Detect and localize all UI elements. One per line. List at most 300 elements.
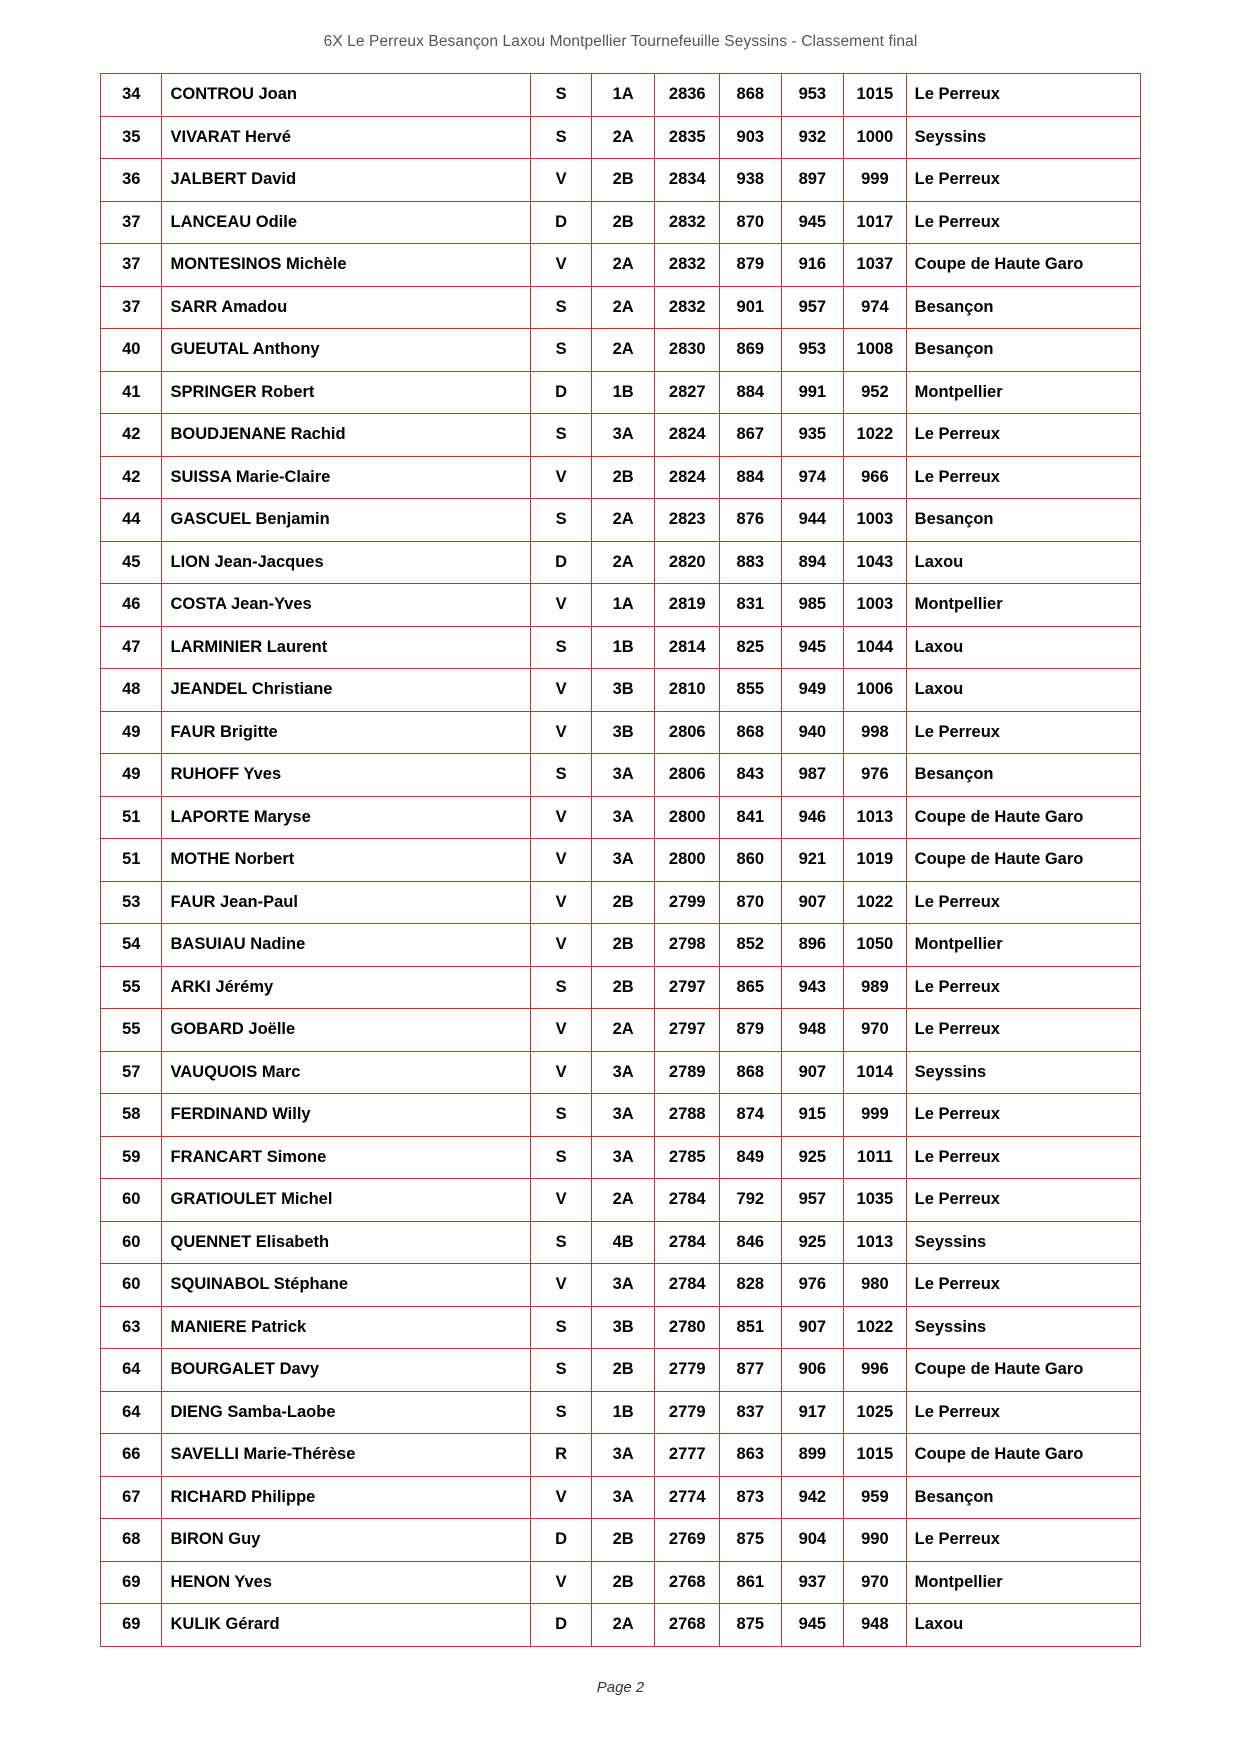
page-footer: Page 2 bbox=[596, 1679, 645, 1696]
cell-player-name: VIVARAT Hervé bbox=[162, 116, 531, 159]
cell-club: Laxou bbox=[906, 1604, 1140, 1647]
cell-total-score: 2785 bbox=[655, 1136, 720, 1179]
cell-game-1: 851 bbox=[720, 1306, 781, 1349]
cell-club: Coupe de Haute Garo bbox=[906, 796, 1140, 839]
cell-rank: 66 bbox=[101, 1434, 162, 1477]
cell-category: V bbox=[531, 159, 591, 202]
cell-game-3: 952 bbox=[844, 371, 907, 414]
cell-game-1: 868 bbox=[720, 711, 781, 754]
cell-club: Le Perreux bbox=[906, 201, 1140, 244]
cell-player-name: GUEUTAL Anthony bbox=[162, 329, 531, 372]
cell-category: D bbox=[531, 1519, 591, 1562]
cell-game-2: 945 bbox=[781, 626, 844, 669]
cell-game-2: 932 bbox=[781, 116, 844, 159]
cell-total-score: 2777 bbox=[655, 1434, 720, 1477]
cell-category: R bbox=[531, 1434, 591, 1477]
cell-game-1: 849 bbox=[720, 1136, 781, 1179]
cell-division: 3A bbox=[591, 1051, 655, 1094]
cell-club: Le Perreux bbox=[906, 1519, 1140, 1562]
cell-category: V bbox=[531, 456, 591, 499]
cell-game-2: 945 bbox=[781, 1604, 844, 1647]
cell-category: S bbox=[531, 1391, 591, 1434]
cell-game-2: 904 bbox=[781, 1519, 844, 1562]
cell-game-2: 957 bbox=[781, 1179, 844, 1222]
cell-rank: 41 bbox=[101, 371, 162, 414]
cell-game-3: 1022 bbox=[844, 414, 907, 457]
cell-category: V bbox=[531, 244, 591, 287]
cell-game-1: 884 bbox=[720, 371, 781, 414]
cell-total-score: 2769 bbox=[655, 1519, 720, 1562]
cell-total-score: 2797 bbox=[655, 966, 720, 1009]
cell-game-2: 987 bbox=[781, 754, 844, 797]
cell-game-1: 865 bbox=[720, 966, 781, 1009]
cell-player-name: SARR Amadou bbox=[162, 286, 531, 329]
cell-division: 4B bbox=[591, 1221, 655, 1264]
cell-rank: 60 bbox=[101, 1179, 162, 1222]
table-row bbox=[101, 1306, 1141, 1349]
table-row bbox=[101, 201, 1141, 244]
cell-total-score: 2820 bbox=[655, 541, 720, 584]
cell-category: D bbox=[531, 1604, 591, 1647]
cell-game-1: 875 bbox=[720, 1604, 781, 1647]
cell-category: D bbox=[531, 541, 591, 584]
cell-category: V bbox=[531, 839, 591, 882]
table-row bbox=[101, 159, 1141, 202]
cell-category: V bbox=[531, 1264, 591, 1307]
cell-game-3: 1000 bbox=[844, 116, 907, 159]
cell-total-score: 2824 bbox=[655, 456, 720, 499]
cell-total-score: 2819 bbox=[655, 584, 720, 627]
cell-category: S bbox=[531, 1094, 591, 1137]
cell-club: Besançon bbox=[906, 286, 1140, 329]
cell-rank: 59 bbox=[101, 1136, 162, 1179]
cell-game-2: 953 bbox=[781, 74, 844, 117]
cell-total-score: 2832 bbox=[655, 286, 720, 329]
table-row bbox=[101, 1264, 1141, 1307]
cell-division: 3A bbox=[591, 1094, 655, 1137]
cell-category: V bbox=[531, 1009, 591, 1052]
cell-rank: 60 bbox=[101, 1264, 162, 1307]
cell-game-2: 907 bbox=[781, 1051, 844, 1094]
cell-game-2: 907 bbox=[781, 881, 844, 924]
table-row bbox=[101, 1349, 1141, 1392]
table-row bbox=[101, 966, 1141, 1009]
cell-player-name: JEANDEL Christiane bbox=[162, 669, 531, 712]
cell-category: V bbox=[531, 711, 591, 754]
cell-club: Besançon bbox=[906, 1476, 1140, 1519]
cell-game-2: 915 bbox=[781, 1094, 844, 1137]
cell-total-score: 2836 bbox=[655, 74, 720, 117]
cell-game-3: 998 bbox=[844, 711, 907, 754]
cell-player-name: FERDINAND Willy bbox=[162, 1094, 531, 1137]
cell-rank: 36 bbox=[101, 159, 162, 202]
cell-division: 3A bbox=[591, 414, 655, 457]
cell-game-3: 990 bbox=[844, 1519, 907, 1562]
cell-game-1: 870 bbox=[720, 881, 781, 924]
cell-division: 3B bbox=[591, 711, 655, 754]
cell-rank: 48 bbox=[101, 669, 162, 712]
cell-total-score: 2768 bbox=[655, 1604, 720, 1647]
cell-game-3: 1022 bbox=[844, 1306, 907, 1349]
table-row bbox=[101, 839, 1141, 882]
cell-division: 3A bbox=[591, 796, 655, 839]
cell-division: 2A bbox=[591, 1009, 655, 1052]
cell-rank: 58 bbox=[101, 1094, 162, 1137]
cell-club: Montpellier bbox=[906, 924, 1140, 967]
cell-player-name: LARMINIER Laurent bbox=[162, 626, 531, 669]
cell-game-2: 935 bbox=[781, 414, 844, 457]
cell-player-name: BOURGALET Davy bbox=[162, 1349, 531, 1392]
cell-club: Coupe de Haute Garo bbox=[906, 1349, 1140, 1392]
cell-division: 1B bbox=[591, 626, 655, 669]
cell-total-score: 2806 bbox=[655, 754, 720, 797]
table-row bbox=[101, 1094, 1141, 1137]
table-row bbox=[101, 414, 1141, 457]
cell-division: 2B bbox=[591, 201, 655, 244]
cell-category: V bbox=[531, 1179, 591, 1222]
cell-player-name: COSTA Jean-Yves bbox=[162, 584, 531, 627]
table-row bbox=[101, 1434, 1141, 1477]
cell-game-1: 870 bbox=[720, 201, 781, 244]
cell-game-3: 970 bbox=[844, 1561, 907, 1604]
cell-game-1: 825 bbox=[720, 626, 781, 669]
table-row bbox=[101, 456, 1141, 499]
cell-game-3: 1015 bbox=[844, 74, 907, 117]
cell-game-1: 879 bbox=[720, 1009, 781, 1052]
cell-game-3: 1015 bbox=[844, 1434, 907, 1477]
cell-game-2: 991 bbox=[781, 371, 844, 414]
cell-rank: 49 bbox=[101, 754, 162, 797]
cell-total-score: 2768 bbox=[655, 1561, 720, 1604]
cell-game-2: 949 bbox=[781, 669, 844, 712]
cell-division: 2A bbox=[591, 116, 655, 159]
cell-game-3: 959 bbox=[844, 1476, 907, 1519]
cell-total-score: 2798 bbox=[655, 924, 720, 967]
cell-game-1: 876 bbox=[720, 499, 781, 542]
cell-club: Le Perreux bbox=[906, 1136, 1140, 1179]
cell-total-score: 2784 bbox=[655, 1264, 720, 1307]
cell-category: V bbox=[531, 881, 591, 924]
cell-category: S bbox=[531, 754, 591, 797]
table-row bbox=[101, 329, 1141, 372]
cell-club: Le Perreux bbox=[906, 414, 1140, 457]
cell-player-name: RICHARD Philippe bbox=[162, 1476, 531, 1519]
table-row bbox=[101, 1051, 1141, 1094]
cell-player-name: FRANCART Simone bbox=[162, 1136, 531, 1179]
cell-rank: 55 bbox=[101, 1009, 162, 1052]
cell-division: 1B bbox=[591, 371, 655, 414]
cell-game-2: 946 bbox=[781, 796, 844, 839]
cell-game-1: 841 bbox=[720, 796, 781, 839]
cell-division: 3A bbox=[591, 1136, 655, 1179]
cell-player-name: SAVELLI Marie-Thérèse bbox=[162, 1434, 531, 1477]
table-row bbox=[101, 711, 1141, 754]
cell-club: Le Perreux bbox=[906, 74, 1140, 117]
cell-game-1: 861 bbox=[720, 1561, 781, 1604]
cell-player-name: FAUR Jean-Paul bbox=[162, 881, 531, 924]
cell-game-3: 999 bbox=[844, 1094, 907, 1137]
cell-player-name: VAUQUOIS Marc bbox=[162, 1051, 531, 1094]
cell-category: S bbox=[531, 116, 591, 159]
cell-game-3: 1019 bbox=[844, 839, 907, 882]
cell-game-3: 1037 bbox=[844, 244, 907, 287]
table-row bbox=[101, 669, 1141, 712]
cell-game-2: 921 bbox=[781, 839, 844, 882]
cell-rank: 67 bbox=[101, 1476, 162, 1519]
cell-player-name: FAUR Brigitte bbox=[162, 711, 531, 754]
cell-game-1: 869 bbox=[720, 329, 781, 372]
cell-player-name: SUISSA Marie-Claire bbox=[162, 456, 531, 499]
cell-game-1: 938 bbox=[720, 159, 781, 202]
cell-game-1: 903 bbox=[720, 116, 781, 159]
cell-game-2: 974 bbox=[781, 456, 844, 499]
cell-club: Seyssins bbox=[906, 1221, 1140, 1264]
cell-category: S bbox=[531, 1349, 591, 1392]
cell-game-2: 940 bbox=[781, 711, 844, 754]
cell-player-name: HENON Yves bbox=[162, 1561, 531, 1604]
cell-division: 2A bbox=[591, 541, 655, 584]
cell-game-1: 837 bbox=[720, 1391, 781, 1434]
table-row bbox=[101, 541, 1141, 584]
cell-total-score: 2832 bbox=[655, 201, 720, 244]
cell-division: 2A bbox=[591, 244, 655, 287]
cell-game-2: 925 bbox=[781, 1221, 844, 1264]
cell-club: Le Perreux bbox=[906, 966, 1140, 1009]
table-row bbox=[101, 1009, 1141, 1052]
cell-player-name: GASCUEL Benjamin bbox=[162, 499, 531, 542]
cell-club: Coupe de Haute Garo bbox=[906, 244, 1140, 287]
cell-game-3: 1013 bbox=[844, 1221, 907, 1264]
cell-division: 2A bbox=[591, 1604, 655, 1647]
cell-game-1: 875 bbox=[720, 1519, 781, 1562]
cell-club: Seyssins bbox=[906, 1306, 1140, 1349]
cell-category: V bbox=[531, 796, 591, 839]
cell-club: Le Perreux bbox=[906, 456, 1140, 499]
cell-game-3: 1011 bbox=[844, 1136, 907, 1179]
table-row bbox=[101, 74, 1141, 117]
cell-total-score: 2797 bbox=[655, 1009, 720, 1052]
cell-game-3: 1022 bbox=[844, 881, 907, 924]
cell-division: 3A bbox=[591, 1476, 655, 1519]
table-row bbox=[101, 881, 1141, 924]
results-table-body bbox=[101, 74, 1141, 1647]
cell-game-1: 828 bbox=[720, 1264, 781, 1307]
cell-total-score: 2800 bbox=[655, 796, 720, 839]
cell-game-2: 916 bbox=[781, 244, 844, 287]
cell-rank: 64 bbox=[101, 1349, 162, 1392]
cell-game-1: 831 bbox=[720, 584, 781, 627]
cell-total-score: 2779 bbox=[655, 1349, 720, 1392]
cell-game-3: 1017 bbox=[844, 201, 907, 244]
table-row bbox=[101, 244, 1141, 287]
cell-rank: 57 bbox=[101, 1051, 162, 1094]
cell-game-1: 860 bbox=[720, 839, 781, 882]
cell-division: 2B bbox=[591, 456, 655, 499]
table-row bbox=[101, 1604, 1141, 1647]
cell-division: 2B bbox=[591, 1349, 655, 1392]
cell-rank: 69 bbox=[101, 1604, 162, 1647]
cell-division: 3A bbox=[591, 1264, 655, 1307]
cell-category: S bbox=[531, 74, 591, 117]
table-row bbox=[101, 116, 1141, 159]
cell-division: 3A bbox=[591, 754, 655, 797]
table-row bbox=[101, 754, 1141, 797]
cell-game-3: 1003 bbox=[844, 584, 907, 627]
cell-category: V bbox=[531, 924, 591, 967]
cell-club: Seyssins bbox=[906, 1051, 1140, 1094]
table-row bbox=[101, 1136, 1141, 1179]
cell-division: 2B bbox=[591, 159, 655, 202]
document-header-title: 6X Le Perreux Besançon Laxou Montpellier Tournefeuille Seyssins - Classement final bbox=[323, 33, 918, 50]
cell-club: Le Perreux bbox=[906, 1179, 1140, 1222]
cell-total-score: 2810 bbox=[655, 669, 720, 712]
table-row bbox=[101, 499, 1141, 542]
cell-total-score: 2835 bbox=[655, 116, 720, 159]
cell-player-name: QUENNET Elisabeth bbox=[162, 1221, 531, 1264]
cell-rank: 69 bbox=[101, 1561, 162, 1604]
table-row bbox=[101, 796, 1141, 839]
cell-division: 2B bbox=[591, 924, 655, 967]
cell-rank: 37 bbox=[101, 201, 162, 244]
cell-game-3: 974 bbox=[844, 286, 907, 329]
cell-club: Laxou bbox=[906, 669, 1140, 712]
cell-game-3: 1025 bbox=[844, 1391, 907, 1434]
cell-game-3: 1006 bbox=[844, 669, 907, 712]
cell-player-name: MONTESINOS Michèle bbox=[162, 244, 531, 287]
cell-division: 2A bbox=[591, 329, 655, 372]
cell-game-3: 999 bbox=[844, 159, 907, 202]
cell-game-1: 873 bbox=[720, 1476, 781, 1519]
cell-rank: 35 bbox=[101, 116, 162, 159]
cell-game-1: 877 bbox=[720, 1349, 781, 1392]
cell-division: 2A bbox=[591, 286, 655, 329]
cell-player-name: GOBARD Joëlle bbox=[162, 1009, 531, 1052]
cell-total-score: 2788 bbox=[655, 1094, 720, 1137]
cell-category: S bbox=[531, 626, 591, 669]
cell-total-score: 2784 bbox=[655, 1179, 720, 1222]
cell-game-2: 945 bbox=[781, 201, 844, 244]
cell-division: 1B bbox=[591, 1391, 655, 1434]
cell-game-2: 948 bbox=[781, 1009, 844, 1052]
cell-game-2: 896 bbox=[781, 924, 844, 967]
cell-player-name: MANIERE Patrick bbox=[162, 1306, 531, 1349]
cell-total-score: 2834 bbox=[655, 159, 720, 202]
cell-game-2: 957 bbox=[781, 286, 844, 329]
table-row bbox=[101, 1476, 1141, 1519]
cell-category: V bbox=[531, 1051, 591, 1094]
cell-game-3: 1003 bbox=[844, 499, 907, 542]
cell-total-score: 2779 bbox=[655, 1391, 720, 1434]
cell-game-1: 884 bbox=[720, 456, 781, 499]
cell-category: D bbox=[531, 371, 591, 414]
cell-category: D bbox=[531, 201, 591, 244]
cell-rank: 45 bbox=[101, 541, 162, 584]
cell-game-1: 843 bbox=[720, 754, 781, 797]
cell-game-1: 852 bbox=[720, 924, 781, 967]
cell-game-1: 846 bbox=[720, 1221, 781, 1264]
cell-rank: 37 bbox=[101, 244, 162, 287]
cell-rank: 44 bbox=[101, 499, 162, 542]
cell-category: S bbox=[531, 1136, 591, 1179]
cell-club: Le Perreux bbox=[906, 159, 1140, 202]
cell-game-3: 1044 bbox=[844, 626, 907, 669]
cell-game-2: 907 bbox=[781, 1306, 844, 1349]
cell-total-score: 2799 bbox=[655, 881, 720, 924]
cell-game-1: 868 bbox=[720, 74, 781, 117]
cell-division: 2B bbox=[591, 1561, 655, 1604]
cell-game-2: 899 bbox=[781, 1434, 844, 1477]
cell-club: Le Perreux bbox=[906, 881, 1140, 924]
cell-total-score: 2823 bbox=[655, 499, 720, 542]
cell-game-3: 1008 bbox=[844, 329, 907, 372]
table-row bbox=[101, 1561, 1141, 1604]
cell-category: S bbox=[531, 286, 591, 329]
cell-game-3: 989 bbox=[844, 966, 907, 1009]
cell-player-name: DIENG Samba-Laobe bbox=[162, 1391, 531, 1434]
cell-rank: 64 bbox=[101, 1391, 162, 1434]
cell-player-name: BASUIAU Nadine bbox=[162, 924, 531, 967]
cell-player-name: SPRINGER Robert bbox=[162, 371, 531, 414]
cell-division: 2A bbox=[591, 1179, 655, 1222]
cell-club: Laxou bbox=[906, 626, 1140, 669]
cell-player-name: LAPORTE Maryse bbox=[162, 796, 531, 839]
cell-rank: 53 bbox=[101, 881, 162, 924]
cell-division: 1A bbox=[591, 584, 655, 627]
cell-club: Le Perreux bbox=[906, 711, 1140, 754]
cell-player-name: MOTHE Norbert bbox=[162, 839, 531, 882]
cell-game-3: 970 bbox=[844, 1009, 907, 1052]
cell-total-score: 2824 bbox=[655, 414, 720, 457]
cell-club: Le Perreux bbox=[906, 1391, 1140, 1434]
cell-division: 3A bbox=[591, 839, 655, 882]
cell-game-2: 942 bbox=[781, 1476, 844, 1519]
cell-club: Montpellier bbox=[906, 584, 1140, 627]
cell-rank: 42 bbox=[101, 414, 162, 457]
cell-rank: 47 bbox=[101, 626, 162, 669]
cell-game-1: 883 bbox=[720, 541, 781, 584]
cell-division: 3B bbox=[591, 669, 655, 712]
cell-game-3: 980 bbox=[844, 1264, 907, 1307]
cell-game-3: 976 bbox=[844, 754, 907, 797]
table-row bbox=[101, 924, 1141, 967]
cell-game-2: 976 bbox=[781, 1264, 844, 1307]
cell-game-1: 901 bbox=[720, 286, 781, 329]
cell-division: 1A bbox=[591, 74, 655, 117]
cell-game-1: 867 bbox=[720, 414, 781, 457]
cell-club: Montpellier bbox=[906, 1561, 1140, 1604]
cell-rank: 51 bbox=[101, 839, 162, 882]
cell-player-name: BIRON Guy bbox=[162, 1519, 531, 1562]
cell-rank: 37 bbox=[101, 286, 162, 329]
cell-player-name: SQUINABOL Stéphane bbox=[162, 1264, 531, 1307]
cell-player-name: RUHOFF Yves bbox=[162, 754, 531, 797]
cell-total-score: 2832 bbox=[655, 244, 720, 287]
cell-category: S bbox=[531, 966, 591, 1009]
table-row bbox=[101, 286, 1141, 329]
cell-game-3: 948 bbox=[844, 1604, 907, 1647]
cell-category: V bbox=[531, 1476, 591, 1519]
cell-player-name: KULIK Gérard bbox=[162, 1604, 531, 1647]
cell-club: Besançon bbox=[906, 754, 1140, 797]
cell-player-name: CONTROU Joan bbox=[162, 74, 531, 117]
cell-rank: 63 bbox=[101, 1306, 162, 1349]
cell-total-score: 2830 bbox=[655, 329, 720, 372]
cell-division: 2B bbox=[591, 1519, 655, 1562]
cell-rank: 46 bbox=[101, 584, 162, 627]
cell-game-2: 944 bbox=[781, 499, 844, 542]
cell-player-name: GRATIOULET Michel bbox=[162, 1179, 531, 1222]
cell-game-3: 996 bbox=[844, 1349, 907, 1392]
